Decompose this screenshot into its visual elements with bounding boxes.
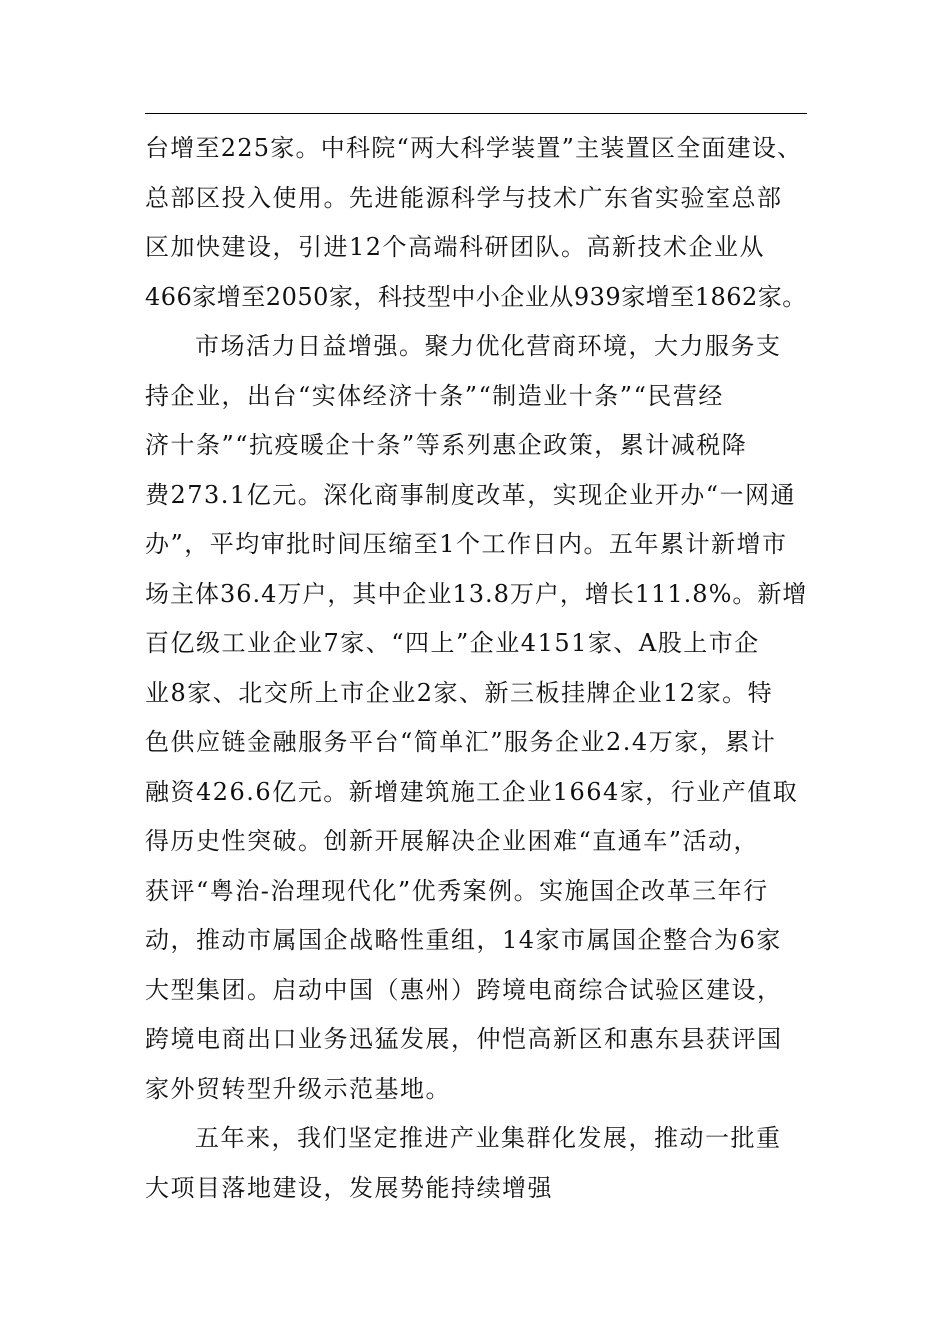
- text-line: 得历史性突破。创新开展解决企业困难“直通车”活动，: [145, 827, 760, 855]
- text-line: 市场活力日益增强。聚力优化营商环境，大力服务支: [195, 332, 782, 360]
- text-line: 持企业，出台“实体经济十条”“制造业十条”“民营经: [145, 381, 724, 410]
- text-line: 台增至225家。中科院“两大科学装置”主装置区全面建设、: [145, 134, 803, 162]
- text-line: 费273.1亿元。深化商事制度改革，实现企业开办“一网通: [145, 480, 796, 509]
- text-line: 总部区投入使用。先进能源科学与技术广东省实验室总部: [145, 183, 783, 212]
- text-line: 跨境电商出口业务迅猛发展，仲恺高新区和惠东县获评国: [145, 1025, 783, 1053]
- text-line: 色供应链金融服务平台“简单汇”服务企业2.4万家，累计: [145, 728, 777, 756]
- text-line: 百亿级工业企业7家、“四上”企业4151家、A股上市企: [145, 629, 760, 657]
- text-line: 融资426.6亿元。新增建筑施工企业1664家，行业产值取: [145, 777, 799, 806]
- text-line: 业8家、北交所上市企业2家、新三板挂牌企业12家。特: [145, 678, 774, 707]
- text-line: 办”，平均审批时间压缩至1个工作日内。五年累计新增市: [145, 530, 788, 558]
- document-body: [145, 124, 807, 1213]
- text-line: 区加快建设，引进12个高端科研团队。高新技术企业从: [145, 233, 766, 261]
- text-line: 场主体36.4万户，其中企业13.8万户，增长111.8%。新增: [145, 579, 808, 608]
- text-line: 获评“粤治-治理现代化”优秀案例。实施国企改革三年行: [145, 876, 769, 905]
- text-line: 五年来，我们坚定推进产业集群化发展，推动一批重: [195, 1124, 782, 1152]
- text-line: 动，推动市属国企战略性重组，14家市属国企整合为6家: [145, 926, 782, 954]
- text-line: 大项目落地建设，发展势能持续增强: [145, 1173, 553, 1202]
- text-line: 家外贸转型升级示范基地。: [145, 1074, 451, 1103]
- text-line: 大型集团。启动中国（惠州）跨境电商综合试验区建设，: [145, 975, 783, 1004]
- text-line: 466家增至2050家，科技型中小企业从939家增至1862家。: [145, 282, 807, 311]
- header-rule: [145, 113, 807, 114]
- text-line: 济十条”“抗疫暖企十条”等系列惠企政策，累计减税降: [145, 431, 748, 459]
